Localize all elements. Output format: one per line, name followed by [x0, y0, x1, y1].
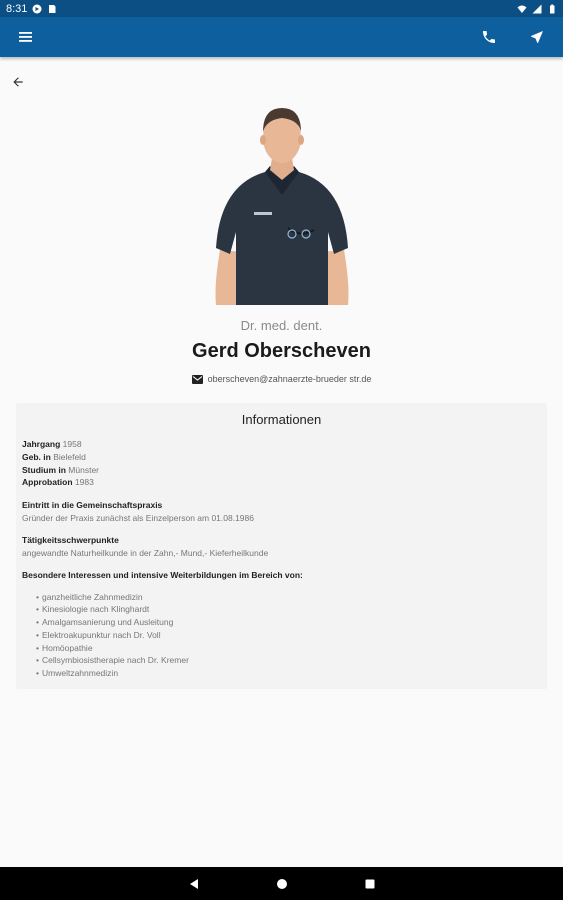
triangle-back-icon	[188, 878, 200, 890]
focus-text: angewandte Naturheilkunde in der Zahn,- Mund,- Kieferheilkunde	[22, 547, 269, 558]
fact-label: Studium in	[22, 464, 66, 475]
interests-section	[22, 569, 541, 679]
email-link[interactable]	[0, 374, 563, 384]
fact-row	[22, 476, 541, 489]
google-play-icon	[32, 4, 42, 14]
back-button[interactable]	[8, 72, 28, 92]
fact-value: 1983	[74, 477, 94, 488]
fact-value: Bielefeld	[53, 451, 86, 462]
square-recents-icon	[364, 878, 376, 890]
nav-back-button[interactable]	[186, 876, 202, 892]
nav-recents-button[interactable]	[362, 876, 378, 892]
fact-row	[22, 438, 541, 451]
circle-home-icon	[276, 878, 288, 890]
fact-row	[22, 464, 541, 477]
information-heading: Informationen	[241, 412, 322, 427]
arrow-back-icon	[11, 75, 25, 89]
joined-heading: Eintritt in die Gemeinschaftspraxis	[22, 500, 163, 511]
list-item: • Homöopathie	[36, 642, 541, 655]
sim-card-icon	[47, 4, 57, 14]
fact-value: Münster	[68, 464, 100, 475]
list-item: • Umweltzahnmedizin	[36, 667, 541, 680]
menu-button[interactable]	[12, 23, 40, 51]
system-nav-bar	[0, 867, 563, 900]
fact-label: Approbation	[22, 477, 73, 488]
interests-list	[22, 591, 541, 680]
phone-icon	[481, 29, 497, 45]
profile-photo	[210, 100, 354, 305]
email-icon	[192, 375, 203, 384]
focus-section	[22, 534, 541, 559]
battery-icon	[547, 4, 557, 14]
list-item: • ganzheitliche Zahnmedizin	[36, 591, 541, 604]
email-address: oberscheven@zahnaerzte-brueder str.de	[207, 374, 372, 384]
profile-title: Dr. med. dent.	[240, 318, 323, 333]
navigate-button[interactable]	[523, 23, 551, 51]
status-time: 8:31	[6, 2, 28, 15]
interests-heading: Besondere Interessen und intensive Weiterbildungen im Bereich von:	[22, 570, 303, 581]
list-item: • Kinesiologie nach Klinghardt	[36, 603, 541, 616]
fact-label: Jahrgang	[22, 439, 61, 449]
nav-home-button[interactable]	[274, 876, 290, 892]
list-item: • Cellsymbiosistherapie nach Dr. Kremer	[36, 654, 541, 667]
wifi-icon	[517, 4, 527, 14]
facts-list	[22, 438, 541, 489]
navigation-arrow-icon	[529, 29, 545, 45]
menu-icon	[18, 30, 34, 44]
profile-name: Gerd Oberscheven	[192, 340, 371, 362]
fact-row	[22, 451, 541, 464]
list-item: • Elektroakupunktur nach Dr. Voll	[36, 629, 541, 642]
joined-section	[22, 499, 541, 524]
app-bar	[0, 17, 563, 57]
fact-label: Geb. in	[22, 451, 51, 462]
list-item: • Amalgamsanierung und Ausleitung	[36, 616, 541, 629]
joined-text: Gründer der Praxis zunächst als Einzelperson am 01.08.1986	[22, 512, 254, 523]
fact-value: 1958	[62, 439, 82, 449]
focus-heading: Tätigkeitsschwerpunkte	[22, 535, 119, 546]
status-bar	[0, 0, 563, 17]
call-button[interactable]	[475, 23, 503, 51]
signal-icon	[532, 4, 542, 14]
information-card	[16, 403, 547, 689]
